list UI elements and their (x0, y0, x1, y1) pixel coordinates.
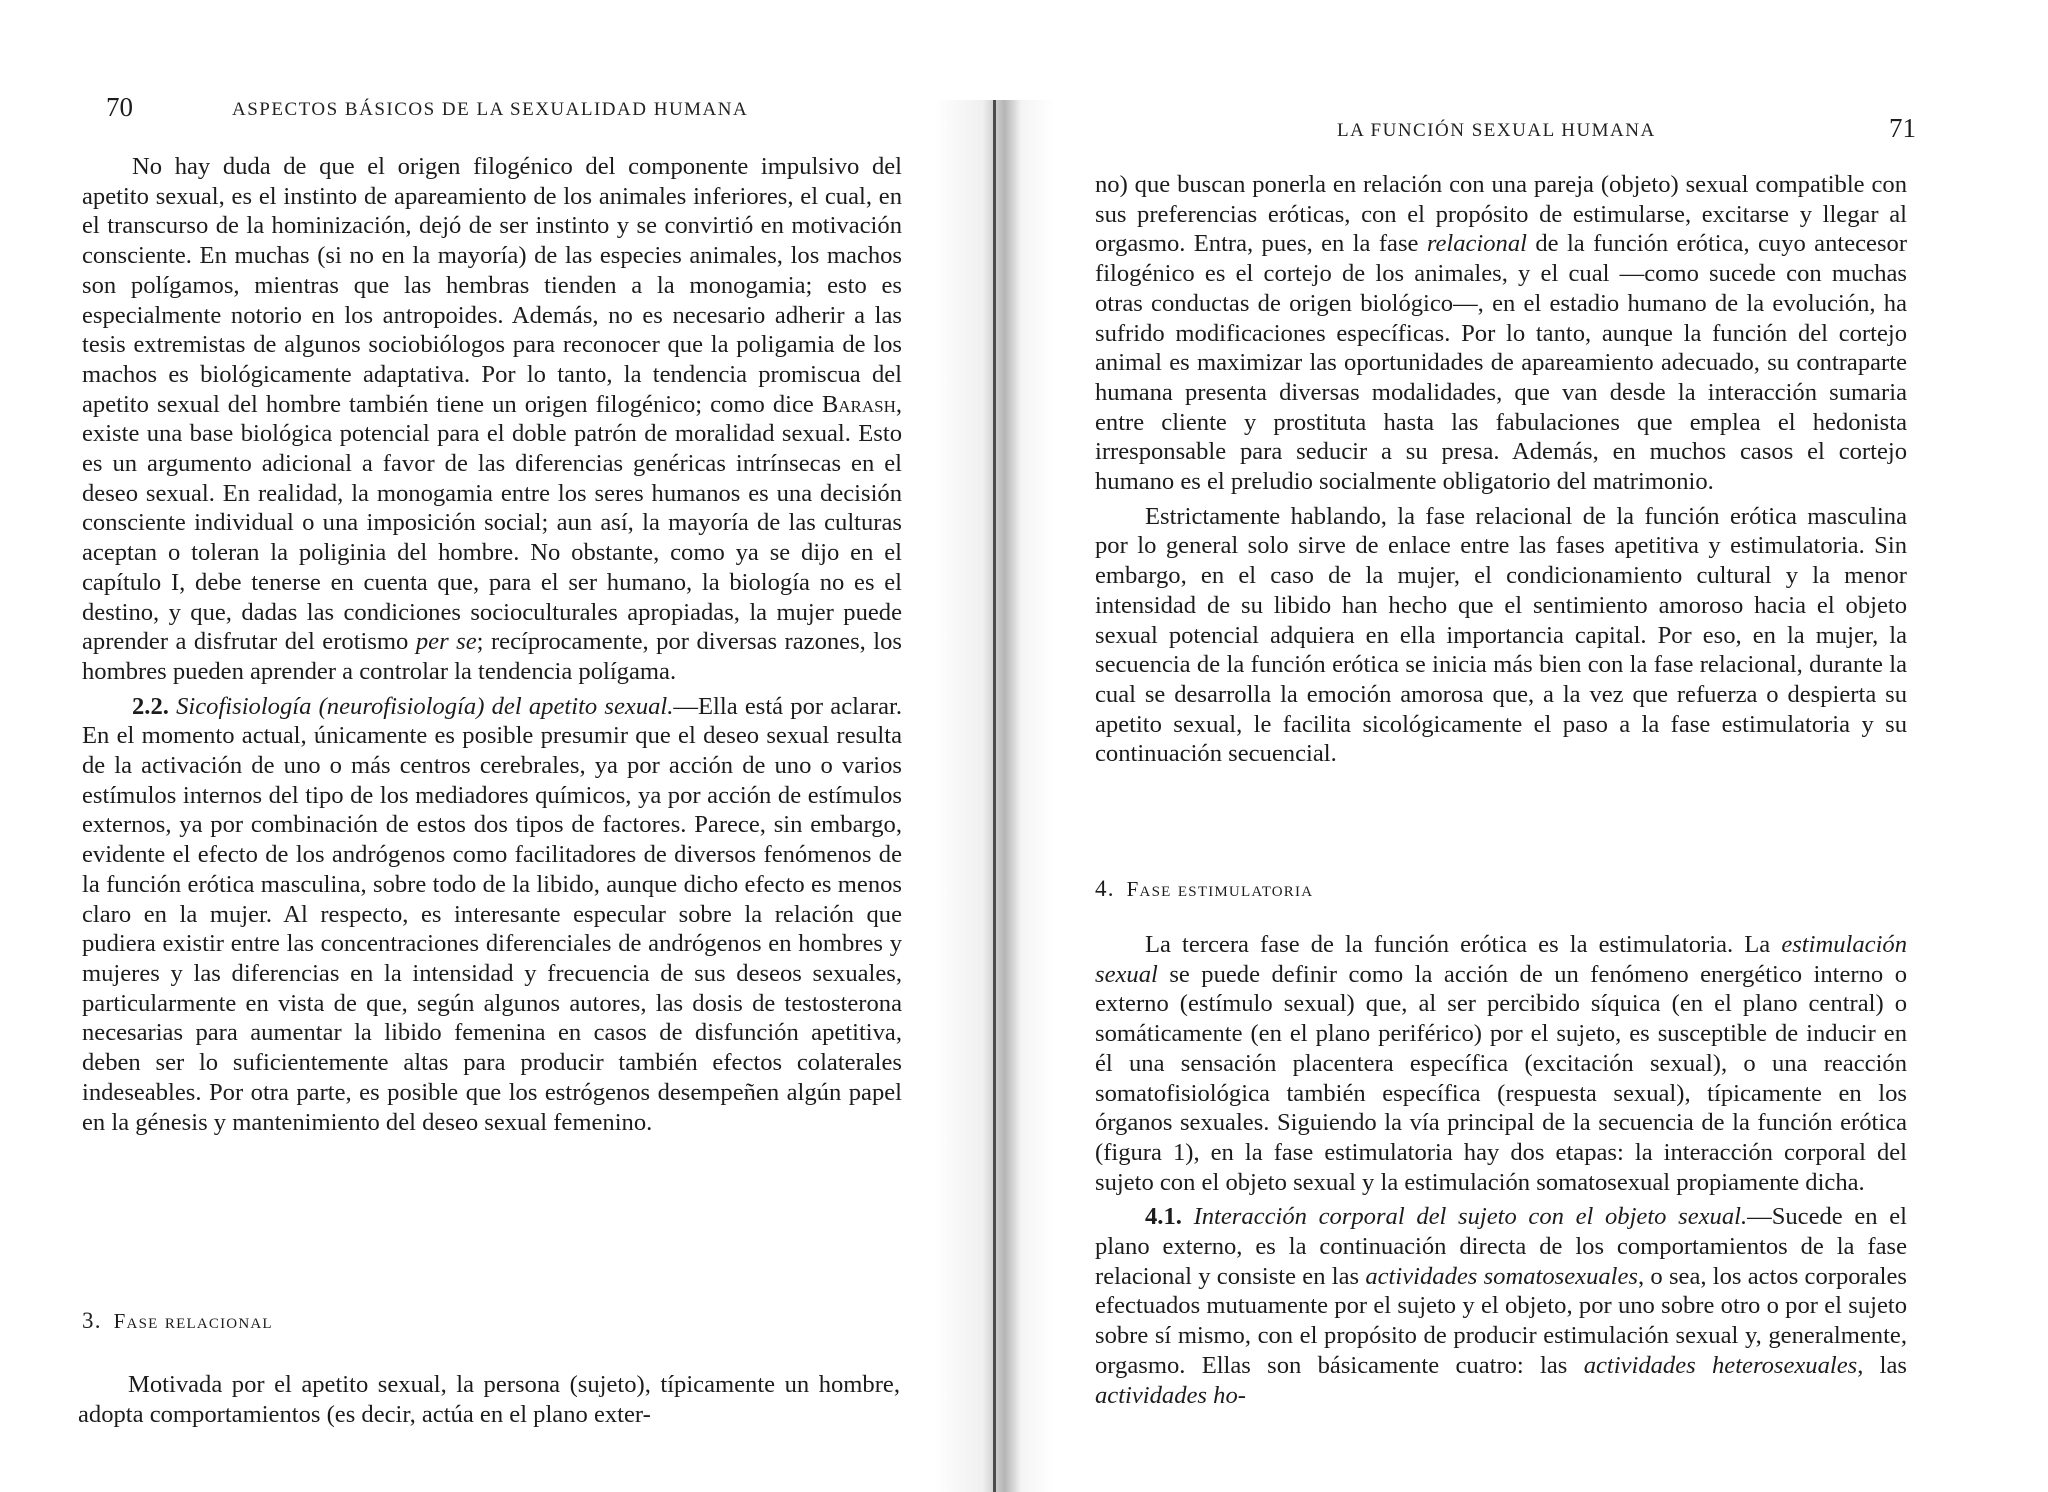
paragraph-interaccion-corporal: 4.1. Interacción corporal del sujeto con el objeto sexual.—Sucede en el plano externo, es la continuación directa de los comportamientos de la fase relacional y consiste en las actividades somatosexuales, o sea, los actos corporales efectuados mutuamente por el sujeto y el objeto, por uno sobre otro o por el sujeto sobre sí mismo, con el propósito de producir estimulación sexual y, generalmente, orgasmo. Ellas son básicamente cuatro: las actividades heterosexuales, las actividades ho- (1095, 1203, 1908, 1409)
right-page (985, 0, 2048, 1492)
subsection-heading: Sicofisiología (neurofisiología) del apetito sexual. (176, 692, 674, 720)
paragraph-estrictamente: Estrictamente hablando, la fase relacional de la función erótica masculina por lo general solo sirve de enlace entre las fases apetitiva y estimulatoria. Sin embargo, en el caso de la mujer, el condicionamiento cultural y la menor intensidad de su libido han hecho que el sentimiento amoroso hacia el objeto sexual potencial adquiera en ella importancia capital. Por eso, en la mujer, la secuencia de la función erótica se inicia más bien con la fase relacional, durante la cual se desarrolla la emoción amorosa que, a la vez que refuerza o despierta su apetito sexual, le facilita sicológicamente el paso a la fase estimulatoria y su continuación secuencial. (1095, 502, 1907, 768)
paragraph-tercera-fase: La tercera fase de la función erótica es la estimulatoria. La estimulación sexual se puede definir como la acción de un fenómeno energético interno o externo (estímulo sexual) que, al ser percibido síquica (en el plano central) o somáticamente (en el plano periférico) por el sujeto, es susceptible de inducir en él una sensación placentera específica (excitación sexual), o una reacción somatofisiológica también específica (respuesta sexual), típicamente en los órganos sexuales. Siguiendo la vía principal de la secuencia de la función erótica (figura 1), en la fase estimulatoria hay dos etapas: la interacción corporal del sujeto con el objeto sexual y la estimulación somatosexual propiamente dicha. (1095, 931, 1907, 1196)
left-text-block-bottom (78, 1370, 900, 1429)
author-name: Barash (821, 390, 896, 418)
running-head-right: LA FUNCIÓN SEXUAL HUMANA (1337, 120, 1656, 141)
subsection-number: 4.1. (1145, 1203, 1182, 1231)
page-number-left: 70 (106, 92, 133, 122)
paragraph-continuacion: no) que buscan ponerla en relación con una pareja (objeto) sexual compatible con sus preferencias eróticas, con el propósito de estimularse, excitarse y llegar al orgasmo. Entra, pues, en la fase relacional de la función erótica, cuyo antecesor filogénico es el cortejo de los animales, y el cual —como sucede con muchas otras conductas de origen biológico—, en el estadio humano de la evolución, ha sufrido modificaciones específicas. Por lo tanto, aunque la función del cortejo animal es maximizar las oportunidades de apareamiento adecuado, su contraparte humana presenta diversas modalidades, que van desde la interacción sumaria entre cliente y prostituta hasta las fabulaciones que emplea el hedonista irresponsable para seducir a su presa. Además, en muchos casos el cortejo humano es el preludio socialmente obligatorio del matrimonio. (1095, 171, 1908, 496)
paragraph-motivada: Motivada por el apetito sexual, la persona (sujeto), típicamente un hombre, adopta comportamientos (es decir, actúa en el plano exter- (78, 1371, 900, 1428)
left-page (0, 0, 985, 1492)
section-heading-fase-estimulatoria: 4. Fase estimulatoria (1095, 876, 1314, 901)
paragraph-apetito-filogenico: No hay duda de que el origen filogénico del componente impulsivo del apetito sexual, es el instinto de apareamiento de los animales inferiores, el cual, en el transcurso de la hominización, dejó de ser instinto y se convirtió en motivación consciente. En muchas (si no en la mayoría) de las especies animales, los machos son polígamos, mientras que las hembras tienden a la monogamia; esto es especialmente notorio en los antropoides. Además, no es necesario adherir a las tesis extremistas de algunos sociobiólogos para reconocer que la poligamia de los machos es biológicamente adaptativa. Por lo tanto, la tendencia promiscua del apetito sexual del hombre también tiene un origen filogénico; como dice Barash, existe una base biológica potencial para el doble patrón de moralidad sexual. Esto es un argumento adicional a favor de las diferencias genéricas intrínsecas en el deseo sexual. En realidad, la monogamia entre los seres humanos es una decisión consciente individual o una imposición social; aun así, la mayoría de las culturas aceptan o toleran la poliginia del hombre. No obstante, como ya se dijo en el capítulo I, debe tenerse en cuenta que, para el ser humano, la biología no es el destino, y que, dadas las condiciones socioculturales apropiadas, la mujer puede aprender a disfrutar del erotismo per se; recíprocamente, por diversas razones, los hombres pueden aprender a controlar la tendencia polígama. (82, 153, 902, 685)
subsection-number: 2.2. (132, 692, 169, 720)
running-head-left: ASPECTOS BÁSICOS DE LA SEXUALIDAD HUMANA (232, 99, 749, 120)
page-number-right: 71 (1889, 113, 1916, 143)
subsection-heading: Interacción corporal del sujeto con el objeto sexual. (1193, 1203, 1748, 1231)
left-text-block (82, 152, 902, 1137)
paragraph-sicofisiologia: 2.2. Sicofisiología (neurofisiología) del apetito sexual.—Ella está por aclarar. En el momento actual, únicamente es posible presumir que el deseo sexual resulta de la activación de uno o más centros cerebrales, ya por acción de uno o varios estímulos internos del tipo de los mediadores químicos, ya por acción de estímulos externos, ya por combinación de estos dos tipos de factores. Parece, sin embargo, evidente el efecto de los andrógenos como facilitadores de diversos fenómenos de la función erótica masculina, sobre todo de la libido, aunque dicho efecto es menos claro en la mujer. Al respecto, es interesante especular sobre la relación que pudiera existir entre las concentraciones diferenciales de andrógenos en hombres y mujeres y las diferencias en la intensidad y frecuencia de sus deseos sexuales, particularmente en vista de que, según algunos autores, las dosis de testosterona necesarias para aumentar la libido femenina en casos de disfunción apetitiva, deben ser lo suficientemente altas para producir también efectos colaterales indeseables. Por otra parte, es posible que los estrógenos desempeñen algún papel en la génesis y mantenimiento del deseo sexual femenino. (82, 692, 902, 1136)
right-text-block-bottom (1095, 930, 1907, 1410)
right-text-block (1095, 170, 1907, 769)
section-heading-fase-relacional: 3. Fase relacional (82, 1308, 273, 1333)
